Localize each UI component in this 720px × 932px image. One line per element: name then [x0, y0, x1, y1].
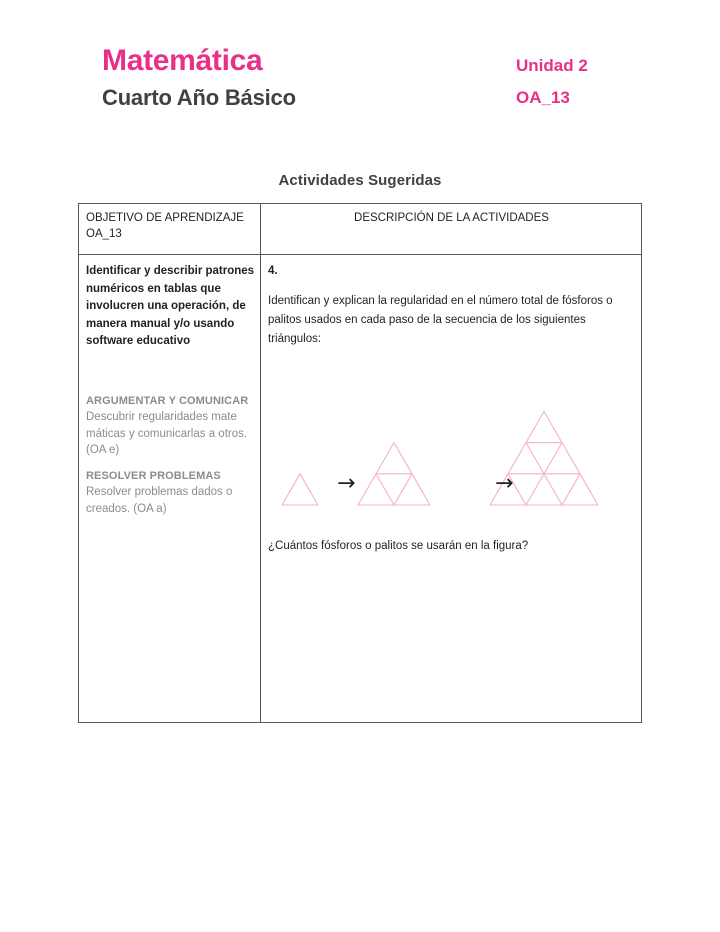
skills-block	[86, 393, 260, 518]
oa-code-label: OA_13	[516, 88, 570, 107]
activities-table	[78, 203, 642, 723]
grade-title: Cuarto Año Básico	[102, 85, 296, 110]
skill-line: Descubrir regularidades mate	[86, 411, 237, 423]
skill-line: Resolver problemas dados o	[86, 486, 233, 498]
table-cell-objective	[79, 255, 260, 722]
skill-line: (OA e)	[86, 444, 120, 456]
activity-question: ¿Cuántos fósforos o palitos se usarán en la figura?	[268, 540, 529, 552]
activity-number: 4.	[268, 265, 278, 277]
table-header-objective: OBJETIVO DE APRENDIZAJE OA_13	[86, 212, 244, 240]
triangle-sequence-svg	[268, 361, 642, 513]
skill-heading-resolver: RESOLVER PROBLEMAS	[86, 469, 221, 482]
section-title: Actividades Sugeridas	[278, 172, 442, 189]
skill-line: máticas y comunicarlas a otros.	[86, 427, 248, 440]
table-cell-description	[261, 255, 642, 722]
unit-label: Unidad 2	[516, 56, 588, 75]
learning-objective-text: Identificar y describir patrones numéricos en tablas que involucren una operación, de manera manual y/o usando software educativo	[86, 265, 255, 347]
table-header-description: DESCRIPCIÓN DE LA ACTIVIDADES	[354, 212, 549, 224]
activity-description-text: Identifican y explican la regularidad en el número total de fósforos o palitos usados en cada paso de la secuencia de los siguientes triángulos:	[268, 295, 613, 345]
arrow-icon-1: →	[337, 471, 356, 496]
skill-body-argumentar	[86, 409, 260, 459]
triangle-sequence-figure	[268, 361, 642, 513]
skill-line: creados. (OA a)	[86, 502, 167, 515]
skill-heading-argumentar: ARGUMENTAR Y COMUNICAR	[86, 394, 249, 407]
arrow-icon-2: →	[495, 471, 514, 496]
page-header	[0, 0, 720, 130]
subject-title: Matemática	[102, 44, 263, 77]
skill-body-resolver	[86, 484, 260, 517]
